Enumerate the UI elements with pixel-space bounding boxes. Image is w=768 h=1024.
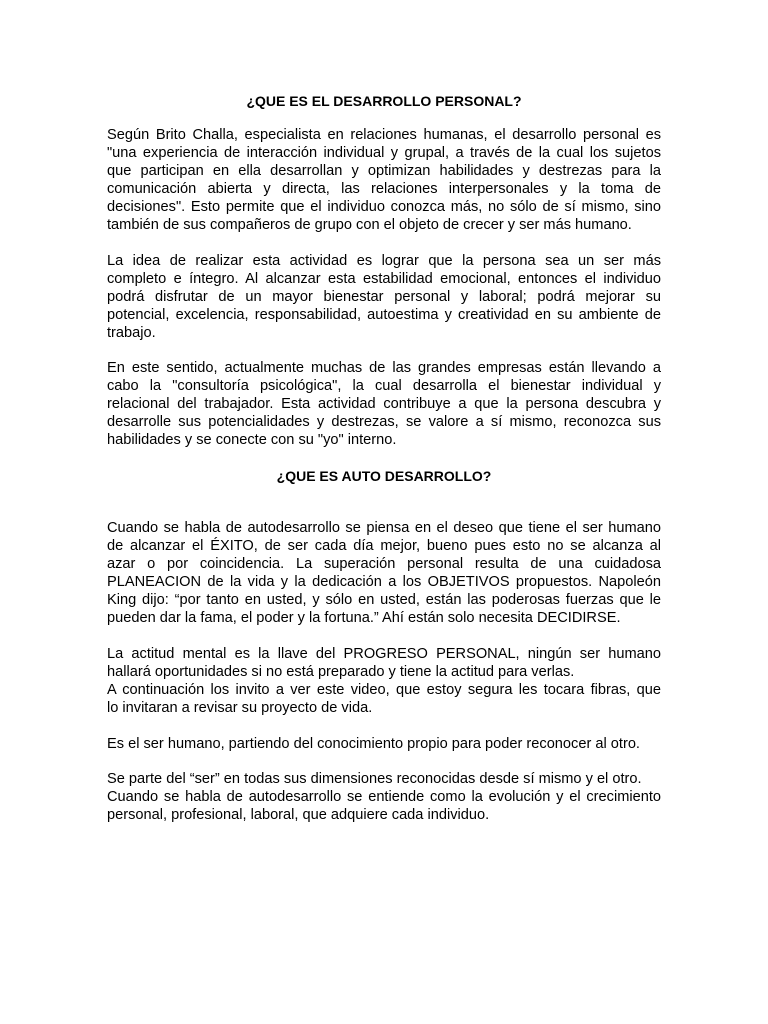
paragraph-6	[107, 735, 661, 753]
paragraph-line: PLANEACION de la vida y la dedicación a los OBJETIVOS propuestos. Napoleón	[107, 574, 661, 590]
paragraph-line: Se parte del “ser” en todas sus dimensiones reconocidas desde sí mismo y el otro.	[107, 771, 642, 787]
paragraph-line: comunicación abierta y directa, las relaciones interpersonales y la toma de	[107, 181, 661, 197]
paragraph-line: potencial, excelencia, responsabilidad, autoestima y creatividad en su ambiente de	[107, 307, 661, 323]
paragraph-4	[107, 519, 661, 627]
heading-auto-desarrollo: ¿QUE ES AUTO DESARROLLO?	[276, 468, 492, 484]
paragraph-2	[107, 252, 661, 342]
paragraph-line: decisiones". Esto permite que el individuo conozca más, no sólo de sí mismo, sino	[107, 199, 661, 215]
paragraph-line: pueden dar la fama, el poder y la fortuna.” Ahí están solo necesita DECIDIRSE.	[107, 610, 621, 626]
paragraph-line: podrá disfrutar de un mayor bienestar personal y laboral; podrá mejorar su	[107, 289, 661, 305]
paragraph-line: habilidades y se conecte con su "yo" interno.	[107, 432, 397, 448]
paragraph-line: La idea de realizar esta actividad es lograr que la persona sea un ser más	[107, 253, 661, 269]
paragraph-line: completo e íntegro. Al alcanzar esta estabilidad emocional, entonces el individuo	[107, 271, 661, 287]
paragraph-line: lo invitaran a revisar su proyecto de vida.	[107, 700, 373, 716]
paragraph-line: hallará oportunidades si no está preparado y tiene la actitud para verlas.	[107, 664, 575, 680]
paragraph-line: La actitud mental es la llave del PROGRESO PERSONAL, ningún ser humano	[107, 646, 661, 662]
paragraph-line: En este sentido, actualmente muchas de las grandes empresas están llevando a	[107, 360, 661, 376]
paragraph-line: azar o por coincidencia. La superación personal resulta de una cuidadosa	[107, 556, 661, 572]
paragraph-line: que participan en ella desarrollan y optimizan habilidades y destrezas para la	[107, 163, 661, 179]
paragraph-line: Cuando se habla de autodesarrollo se entiende como la evolución y el crecimiento	[107, 789, 661, 805]
paragraph-line: personal, profesional, laboral, que adquiere cada individuo.	[107, 807, 490, 823]
paragraph-line: trabajo.	[107, 325, 156, 341]
paragraph-1	[107, 126, 661, 234]
paragraph-line: "una experiencia de interacción individual y grupal, a través de la cual los sujetos	[107, 145, 661, 161]
paragraph-line: relacional del trabajador. Esta actividad contribuye a que la persona descubra y	[107, 396, 661, 412]
paragraph-line: también de sus compañeros de grupo con el objeto de crecer y ser más humano.	[107, 217, 632, 233]
heading-desarrollo-personal: ¿QUE ES EL DESARROLLO PERSONAL?	[246, 93, 522, 109]
paragraph-line: Cuando se habla de autodesarrollo se piensa en el deseo que tiene el ser humano	[107, 520, 661, 536]
paragraph-line: cabo la "consultoría psicológica", la cual desarrolla el bienestar individual y	[107, 378, 661, 394]
paragraph-line: Es el ser humano, partiendo del conocimiento propio para poder reconocer al otro.	[107, 736, 640, 752]
paragraph-line: King dijo: “por tanto en usted, y sólo en usted, están las poderosas fuerzas que le	[107, 592, 661, 608]
paragraph-line: A continuación los invito a ver este video, que estoy segura les tocara fibras, que	[107, 682, 661, 698]
paragraph-line: desarrolle sus potencialidades y destrezas, se valore a sí mismo, reconozca sus	[107, 414, 661, 430]
paragraph-5	[107, 645, 661, 717]
paragraph-7	[107, 770, 661, 824]
paragraph-line: Según Brito Challa, especialista en relaciones humanas, el desarrollo personal es	[107, 127, 661, 143]
paragraph-3	[107, 359, 661, 449]
paragraph-line: de alcanzar el ÉXITO, de ser cada día mejor, bueno pues esto no se alcanza al	[107, 538, 661, 554]
